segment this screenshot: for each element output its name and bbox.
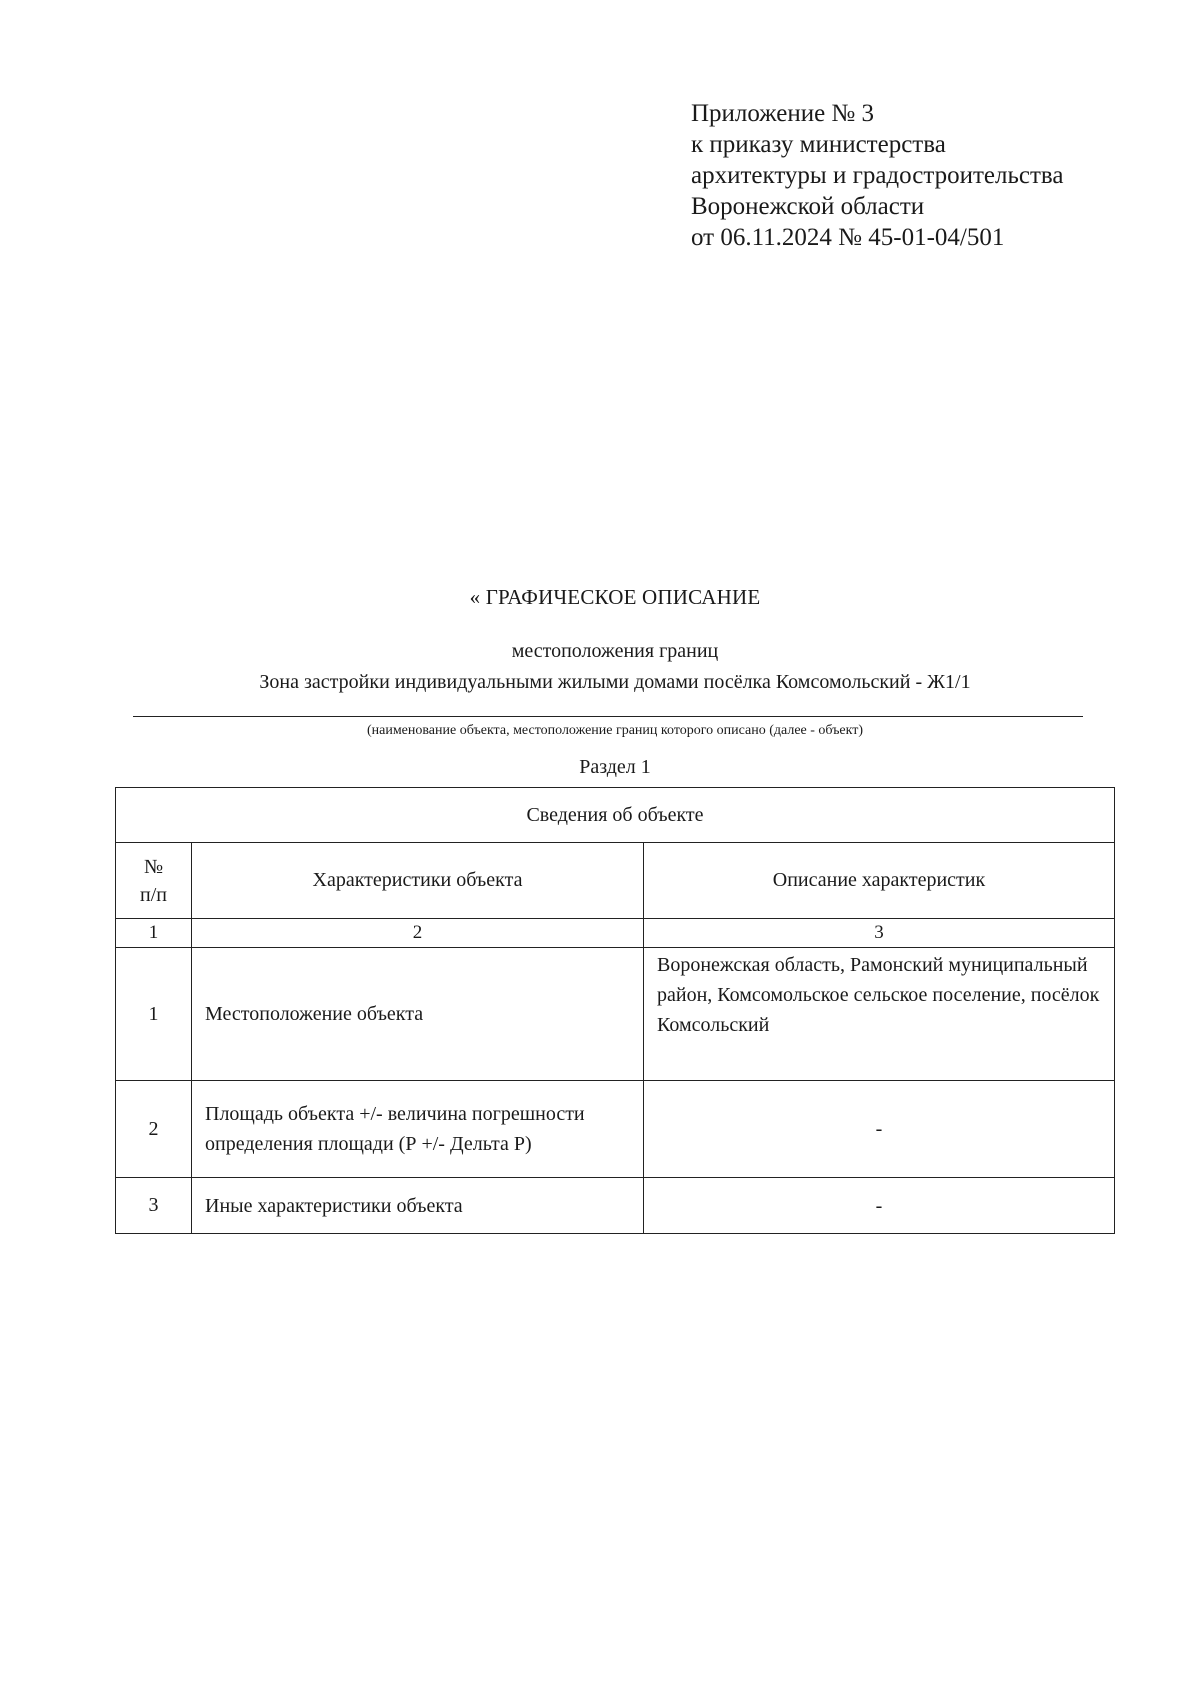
column-index-3: 3 (644, 919, 1115, 948)
table-heading-row (116, 788, 1115, 843)
object-name: Зона застройки индивидуальными жилыми домами посёлка Комсомольский - Ж1/1 (259, 671, 971, 693)
row-characteristic: Площадь объекта +/- величина погрешности определения площади (Р +/- Дельта Р) (192, 1081, 644, 1178)
row-number: 2 (116, 1081, 192, 1178)
row-description: Воронежская область, Рамонский муниципальный район, Комсомольское сельское поселение, посёлок Комсольский (644, 948, 1115, 1081)
table-column-header-row (116, 843, 1115, 919)
document-title: « ГРАФИЧЕСКОЕ ОПИСАНИЕ (469, 585, 761, 609)
appendix-order-ref: к приказу министерства (691, 131, 946, 158)
row-number: 1 (116, 948, 192, 1081)
table-row (116, 1178, 1115, 1234)
column-header-number-sign: № (143, 855, 164, 878)
row-characteristic: Иные характеристики объекта (192, 1178, 644, 1234)
section-label: Раздел 1 (579, 756, 651, 778)
row-description: - (644, 1178, 1115, 1234)
column-header-characteristic: Характеристики объекта (192, 843, 644, 919)
object-name-caption: (наименование объекта, местоположение границ которого описано (далее - объект) (366, 723, 864, 738)
column-index-2: 2 (192, 919, 644, 948)
column-header-number-abbr: п/п (140, 883, 167, 906)
row-characteristic: Местоположение объекта (192, 948, 644, 1081)
column-header-number (116, 843, 192, 919)
appendix-date-number: от 06.11.2024 № 45-01-04/501 (691, 224, 1005, 251)
object-info-table (115, 787, 1115, 1234)
row-number: 3 (116, 1178, 192, 1234)
row-description: - (644, 1081, 1115, 1178)
appendix-header (691, 98, 1063, 253)
table-column-index-row (116, 919, 1115, 948)
appendix-number: Приложение № 3 (691, 100, 875, 127)
appendix-ministry: архитектуры и градостроительства (691, 162, 1064, 189)
table-row (116, 1081, 1115, 1178)
table-heading: Сведения об объекте (116, 788, 1115, 843)
column-header-description: Описание характеристик (644, 843, 1115, 919)
column-index-1: 1 (116, 919, 192, 948)
document-subtitle: местоположения границ (511, 640, 719, 662)
underline-divider (133, 716, 1083, 717)
table-row (116, 948, 1115, 1081)
appendix-region: Воронежской области (691, 193, 925, 220)
